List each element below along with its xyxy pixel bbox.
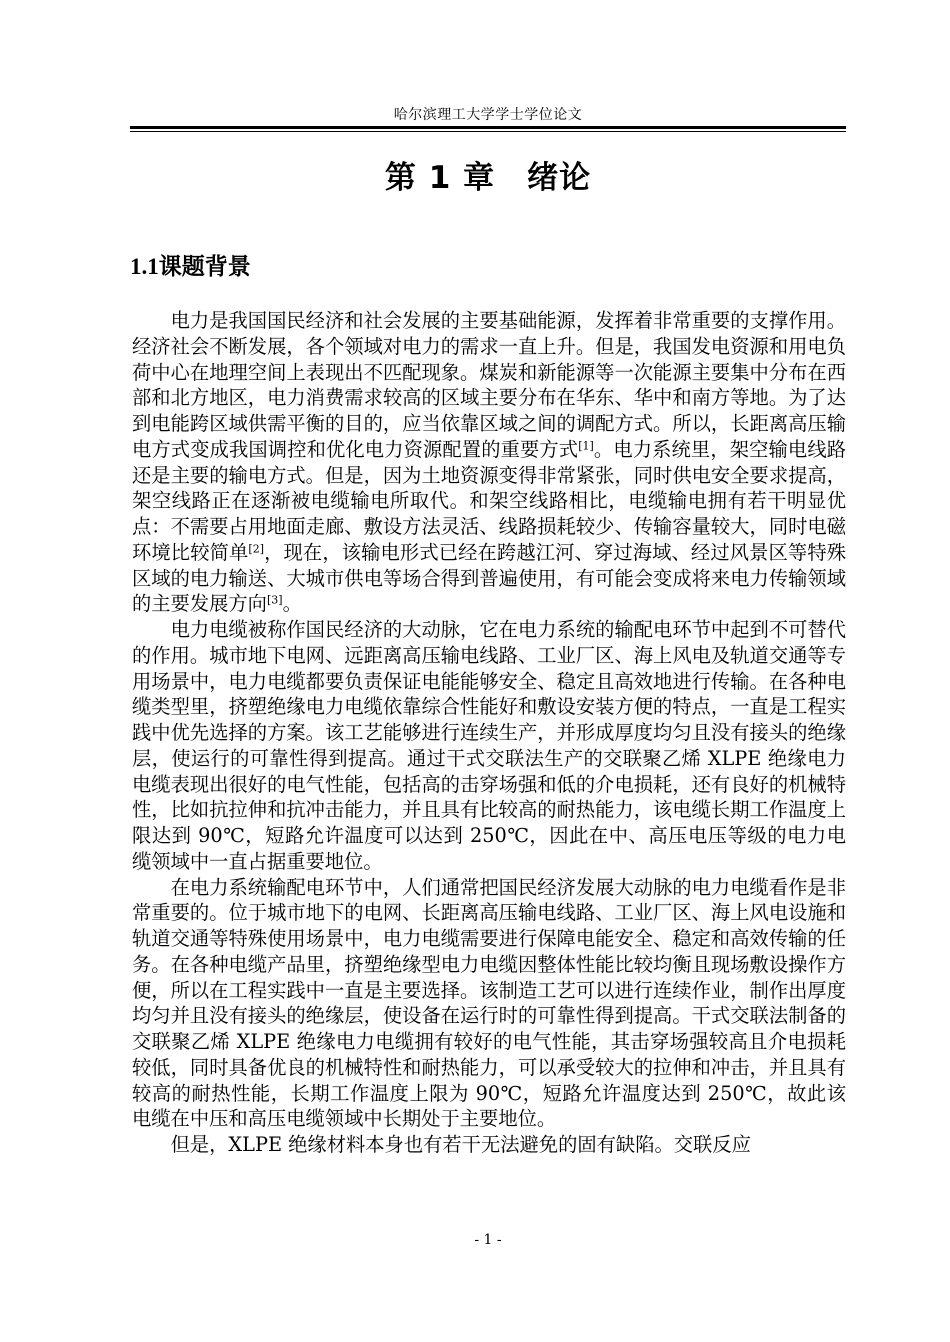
section-heading (130, 248, 251, 281)
citation-ref-3: [3] (266, 593, 283, 607)
paragraph-1-text-c: ，现在，该输电形式已经在跨越江河、穿过海域、经过风景区等特殊区域的电力输送、大城市供电等场合得到普遍使用，有可能会变成将来电力传输领域的主要发展方向 (132, 540, 847, 616)
paragraph-1-text-b: 电力系统里，架空输电线路还是主要的输电方式。但是，因为土地资源变得非常紧张，同时供电安全要求提高，架空线路正在逐渐被电缆输电所取代。和架空线路相比，电缆输电拥有若干明显优点：不需要占用地面走廊、敷设方法灵活、线路损耗较少、传输容量较大，同时电磁环境比较简单 (132, 437, 847, 564)
chapter-name: 绪论 (527, 160, 592, 196)
paragraph-1 (132, 308, 846, 617)
paragraph-1-text-a: 电力是我国国民经济和社会发展的主要基础能源，发挥着非常重要的支撑作用。经济社会不断发展，各个领域对电力的需求一直上升。但是，我国发电资源和用电负荷中心在地理空间上表现出不匹配现象。煤炭和新能源等一次能源主要集中分布在西部和北方地区，电力消费需求较高的区域主要分布在华东、华中和南方等地。为了达到电能跨区域供需平衡的目的，应当依靠区域之间的调配方式。所以，长距离高压输电方式变成我国调控和优化电力资源配置的重要方式 (132, 309, 846, 461)
section-number: 1.1 (130, 254, 159, 279)
body-text (132, 308, 846, 1158)
chapter-number: 第 1 章 (384, 160, 496, 196)
paragraph-2: 电力电缆被称作国民经济的大动脉，它在电力系统的输配电环节中起到不可替代的作用。城市地下电网、远距离高压输电线路、工业厂区、海上风电及轨道交通等专用场景中，电力电缆都要负责保证电能能够安全、稳定且高效地进行传输。在各种电缆类型里，挤塑绝缘电力电缆依靠综合性能好和敷设安装方便的特点，一直是工程实践中优先选择的方案。该工艺能够进行连续生产，并形成厚度均匀且没有接头的绝缘层，使运行的可靠性得到提高。通过干式交联法生产的交联聚乙烯 XLPE 绝缘电力电缆表现出很好的电气性能，包括高的击穿场强和低的介电损耗，还有良好的机械特性，比如抗拉伸和抗冲击能力，并且具有比较高的耐热能力，该电缆长期工作温度上限达到 90℃，短路允许温度可以达到 250℃，因此在中、高压电压等级的电力电缆领域中一直占据重要地位。 (132, 618, 846, 873)
citation-ref-1: [1] (578, 439, 594, 453)
running-header: 哈尔滨理工大学学士学位论文 (393, 107, 583, 123)
citation-ref-2: [2] (248, 542, 264, 556)
page-number: - 1 - (474, 1232, 502, 1248)
chapter-title (130, 152, 846, 197)
header-rule-thick (130, 126, 846, 129)
section-name: 课题背景 (158, 254, 251, 280)
paragraph-4: 但是，XLPE 绝缘材料本身也有若干无法避免的固有缺陷。交联反应 (170, 1133, 751, 1156)
paragraph-1-text-d: 。 (282, 592, 302, 616)
header-rule-thin (130, 131, 846, 132)
paragraph-3: 在电力系统输配电环节中，人们通常把国民经济发展大动脉的电力电缆看作是非常重要的。位于城市地下的电网、长距离高压输电线路、工业厂区、海上风电设施和轨道交通等特殊使用场景中，电力电缆需要进行保障电能安全、稳定和高效传输的任务。在各种电缆产品里，挤塑绝缘型电力电缆因整体性能比较均衡且现场敷设操作方便，所以在工程实践中一直是主要选择。该制造工艺可以进行连续作业，制作出厚度均匀并且没有接头的绝缘层，使设备在运行时的可靠性得到提高。干式交联法制备的交联聚乙烯 XLPE 绝缘电力电缆拥有较好的电气性能，其击穿场强较高且介电损耗较低，同时具备优良的机械特性和耐热能力，可以承受较大的拉伸和冲击，并且具有较高的耐热性能，长期工作温度上限为 90℃，短路允许温度达到 250℃，故此该电缆在中压和高压电缆领域中长期处于主要地位。 (132, 875, 846, 1131)
paragraph-1-period: 。 (593, 437, 614, 461)
